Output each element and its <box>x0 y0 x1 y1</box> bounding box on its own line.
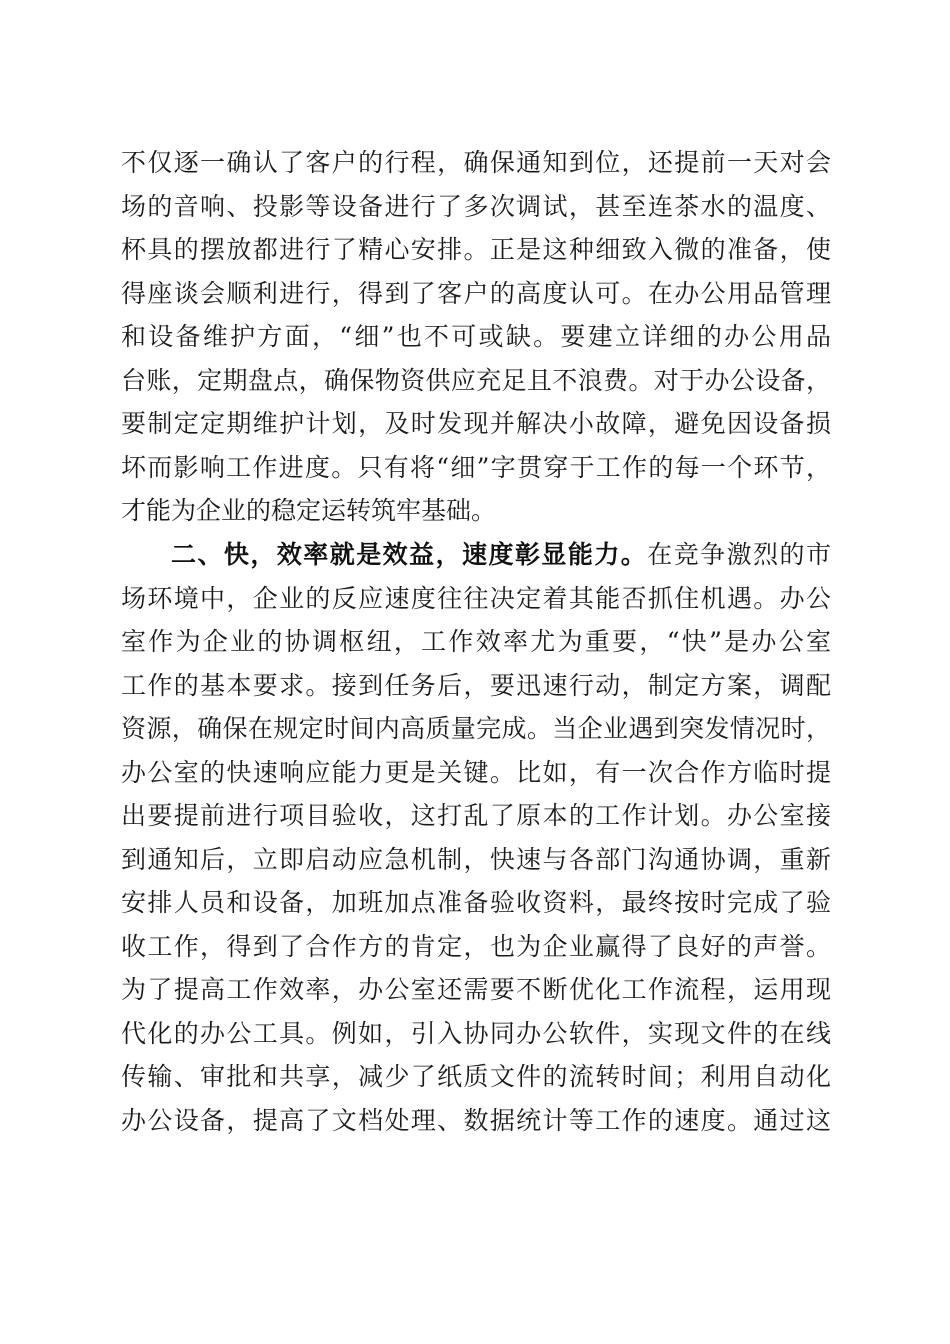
paragraph-2-line-13: 办公设备，提高了文档处理、数据统计等工作的速度。通过这 <box>121 1106 831 1135</box>
paragraph-1-line-7: 要制定定期维护计划，及时发现并解决小故障，避免因设备损 <box>121 409 831 438</box>
paragraph-2-line-4: 资源，确保在规定时间内高质量完成。当企业遇到突发情况时， <box>121 714 831 743</box>
section-2-heading: 二、快，效率就是效益，速度彰显能力。 <box>171 540 648 569</box>
paragraph-1-line-8: 坏而影响工作进度。只有将“细”字贯穿于工作的每一个环节， <box>121 453 831 482</box>
paragraph-2-line-2: 室作为企业的协调枢纽，工作效率尤为重要，“快”是办公室 <box>121 627 831 656</box>
paragraph-1-line-6: 台账，定期盘点，确保物资供应充足且不浪费。对于办公设备， <box>121 366 831 395</box>
paragraph-2-line-10: 为了提高工作效率，办公室还需要不断优化工作流程，运用现 <box>121 975 831 1004</box>
paragraph-1-line-9: 才能为企业的稳定运转筑牢基础。 <box>121 496 497 525</box>
paragraph-2-line-1: 场环境中，企业的反应速度往往决定着其能否抓住机遇。办公 <box>121 584 831 613</box>
paragraph-1-line-3: 杯具的摆放都进行了精心安排。正是这种细致入微的准备，使 <box>121 235 831 264</box>
paragraph-1-line-2: 场的音响、投影等设备进行了多次调试，甚至连茶水的温度、 <box>121 192 831 221</box>
paragraph-2-line-12: 传输、审批和共享，减少了纸质文件的流转时间；利用自动化 <box>121 1062 831 1091</box>
paragraph-2-line-7: 到通知后，立即启动应急机制，快速与各部门沟通协调，重新 <box>121 845 831 874</box>
paragraph-2-line-8: 安排人员和设备，加班加点准备验收资料，最终按时完成了验 <box>121 888 831 917</box>
paragraph-2-line-9: 收工作，得到了合作方的肯定，也为企业赢得了良好的声誉。 <box>121 932 831 961</box>
paragraph-2-line-11: 代化的办公工具。例如，引入协同办公软件，实现文件的在线 <box>121 1019 831 1048</box>
section-2-first-line-rest: 在竞争激烈的市 <box>647 540 831 569</box>
paragraph-1-line-4: 得座谈会顺利进行，得到了客户的高度认可。在办公用品管理 <box>121 279 831 308</box>
paragraph-1-line-5: 和设备维护方面，“细”也不可或缺。要建立详细的办公用品 <box>121 322 831 351</box>
paragraph-2-line-3: 工作的基本要求。接到任务后，要迅速行动，制定方案，调配 <box>121 671 831 700</box>
section-2-first-line <box>171 540 831 570</box>
paragraph-2-line-6: 出要提前进行项目验收，这打乱了原本的工作计划。办公室接 <box>121 801 831 830</box>
paragraph-1-line-1: 不仅逐一确认了客户的行程，确保通知到位，还提前一天对会 <box>121 148 831 177</box>
paragraph-2-line-5: 办公室的快速响应能力更是关键。比如，有一次合作方临时提 <box>121 758 831 787</box>
